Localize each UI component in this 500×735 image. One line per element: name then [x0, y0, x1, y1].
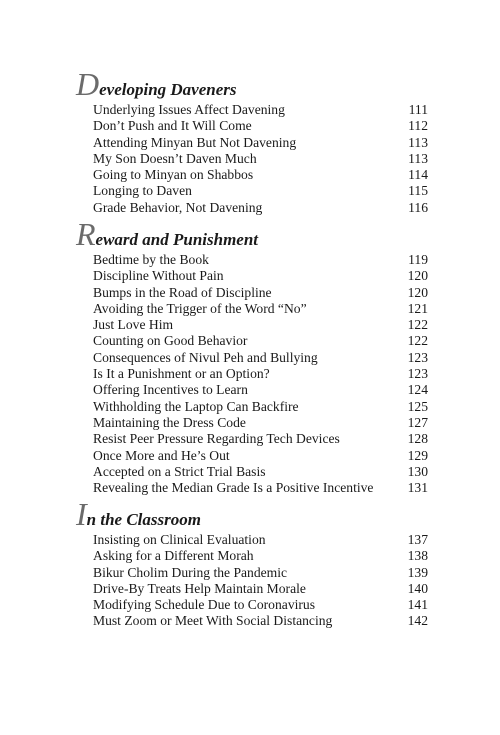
toc-entry-title: Bumps in the Road of Discipline: [93, 284, 272, 300]
toc-entry[interactable]: [74, 464, 428, 480]
toc-entry[interactable]: [74, 183, 428, 199]
toc-entry-title: Attending Minyan But Not Davening: [93, 134, 297, 150]
toc-entry-title: Underlying Issues Affect Davening: [93, 102, 285, 117]
toc-entry[interactable]: [74, 167, 428, 183]
toc-entry-title: Bedtime by the Book: [93, 252, 209, 267]
toc-entry[interactable]: [74, 448, 428, 464]
toc-entry[interactable]: [74, 597, 428, 613]
toc-entry-page-number: 123: [407, 366, 428, 382]
toc-entry-page-number: 128: [407, 431, 428, 447]
toc-entry-page-number: 140: [407, 580, 428, 596]
toc-entry-title: Just Love Him: [93, 317, 174, 333]
toc-entry-title: Offering Incentives to Learn: [93, 382, 248, 398]
toc-entry-title: Asking for a Different Morah: [93, 548, 254, 564]
toc-section: [74, 66, 428, 216]
toc-entry-page-number: 129: [407, 447, 428, 463]
toc-entry-list: [74, 102, 428, 216]
toc-entry[interactable]: [74, 285, 428, 301]
toc-entry-title: Once More and He’s Out: [93, 447, 230, 463]
toc-entry[interactable]: [74, 333, 428, 349]
toc-entry-page-number: 115: [408, 183, 428, 199]
toc-entry-list: [74, 252, 428, 496]
toc-entry-page-number: 119: [408, 252, 428, 267]
toc-entry-title: Going to Minyan on Shabbos: [93, 167, 254, 183]
section-heading-initial: D: [76, 66, 100, 102]
section-heading: [76, 496, 428, 532]
toc-section: [74, 496, 428, 630]
toc-entry-page-number: 123: [407, 349, 428, 365]
toc-entry-page-number: 116: [408, 199, 428, 215]
toc-entry[interactable]: [74, 301, 428, 317]
toc-entry[interactable]: [74, 366, 428, 382]
section-heading-text: eveloping Daveners: [99, 80, 237, 99]
toc-entry-page-number: 122: [407, 333, 428, 349]
toc-entry-title: My Son Doesn’t Daven Much: [93, 150, 257, 166]
toc-entry[interactable]: [74, 118, 428, 134]
toc-entry-page-number: 111: [408, 102, 428, 117]
toc-entry-title: Discipline Without Pain: [93, 268, 224, 284]
toc-entry-page-number: 130: [407, 463, 428, 479]
toc-entry-title: Drive-By Treats Help Maintain Morale: [93, 580, 306, 596]
toc-entry-page-number: 131: [407, 480, 428, 496]
toc-entry-page-number: 124: [407, 382, 428, 398]
toc-entry-page-number: 122: [407, 317, 428, 333]
section-heading: [76, 216, 428, 252]
toc-entry-page-number: 141: [407, 597, 428, 613]
toc-entry-page-number: 113: [408, 150, 428, 166]
toc-entry-title: Resist Peer Pressure Regarding Tech Devices: [93, 431, 340, 447]
section-heading-text: n the Classroom: [86, 510, 201, 529]
toc-entry[interactable]: [74, 200, 428, 216]
toc-entry[interactable]: [74, 548, 428, 564]
toc-entry-page-number: 113: [408, 134, 428, 150]
toc-entry-page-number: 137: [407, 532, 428, 547]
toc-entry-title: Accepted on a Strict Trial Basis: [93, 463, 266, 479]
toc-entry-title: Insisting on Clinical Evaluation: [93, 532, 266, 547]
toc-entry-title: Counting on Good Behavior: [93, 333, 248, 349]
toc-entry-list: [74, 532, 428, 630]
toc-entry-page-number: 125: [407, 398, 428, 414]
toc-section: [74, 216, 428, 496]
toc-entry-title: Grade Behavior, Not Davening: [93, 199, 263, 215]
toc-entry-page-number: 114: [408, 167, 428, 183]
toc-entry-title: Revealing the Median Grade Is a Positive Incentive: [93, 480, 374, 496]
toc-entry-title: Must Zoom or Meet With Social Distancing: [93, 613, 333, 629]
toc-entry-page-number: 120: [407, 284, 428, 300]
toc-entry-title: Maintaining the Dress Code: [93, 414, 246, 430]
toc-entry-title: Modifying Schedule Due to Coronavirus: [93, 597, 316, 613]
toc-entry[interactable]: [74, 135, 428, 151]
toc-entry[interactable]: [74, 565, 428, 581]
toc-entry[interactable]: [74, 431, 428, 447]
toc-entry[interactable]: [74, 252, 428, 268]
toc-entry[interactable]: [74, 613, 428, 629]
section-heading-initial: R: [76, 216, 96, 252]
toc-entry[interactable]: [74, 268, 428, 284]
toc-entry[interactable]: [74, 532, 428, 548]
toc-entry[interactable]: [74, 151, 428, 167]
toc-entry-title: Withholding the Laptop Can Backfire: [93, 398, 299, 414]
toc-entry-title: Avoiding the Trigger of the Word “No”: [93, 300, 307, 316]
toc-entry-page-number: 142: [407, 613, 428, 629]
toc-entry-title: Longing to Daven: [93, 183, 192, 199]
toc-entry-page-number: 138: [407, 548, 428, 564]
section-heading: [76, 66, 428, 102]
toc-entry-title: Consequences of Nivul Peh and Bullying: [93, 349, 318, 365]
toc-entry[interactable]: [74, 317, 428, 333]
toc-entry[interactable]: [74, 399, 428, 415]
section-heading-initial: I: [76, 496, 87, 532]
toc-entry-title: Is It a Punishment or an Option?: [93, 366, 270, 382]
toc-entry-page-number: 120: [407, 268, 428, 284]
toc-entry-page-number: 139: [407, 564, 428, 580]
toc-entry[interactable]: [74, 102, 428, 118]
toc-entry-page-number: 127: [407, 414, 428, 430]
section-heading-text: eward and Punishment: [95, 230, 259, 249]
toc-entry-title: Don’t Push and It Will Come: [93, 118, 252, 134]
toc-entry[interactable]: [74, 382, 428, 398]
toc-entry[interactable]: [74, 480, 428, 496]
toc-entry[interactable]: [74, 415, 428, 431]
toc-entry[interactable]: [74, 581, 428, 597]
toc-entry-page-number: 121: [407, 300, 428, 316]
toc-entry-title: Bikur Cholim During the Pandemic: [93, 564, 288, 580]
toc-entry[interactable]: [74, 350, 428, 366]
toc-entry-page-number: 112: [408, 118, 428, 134]
